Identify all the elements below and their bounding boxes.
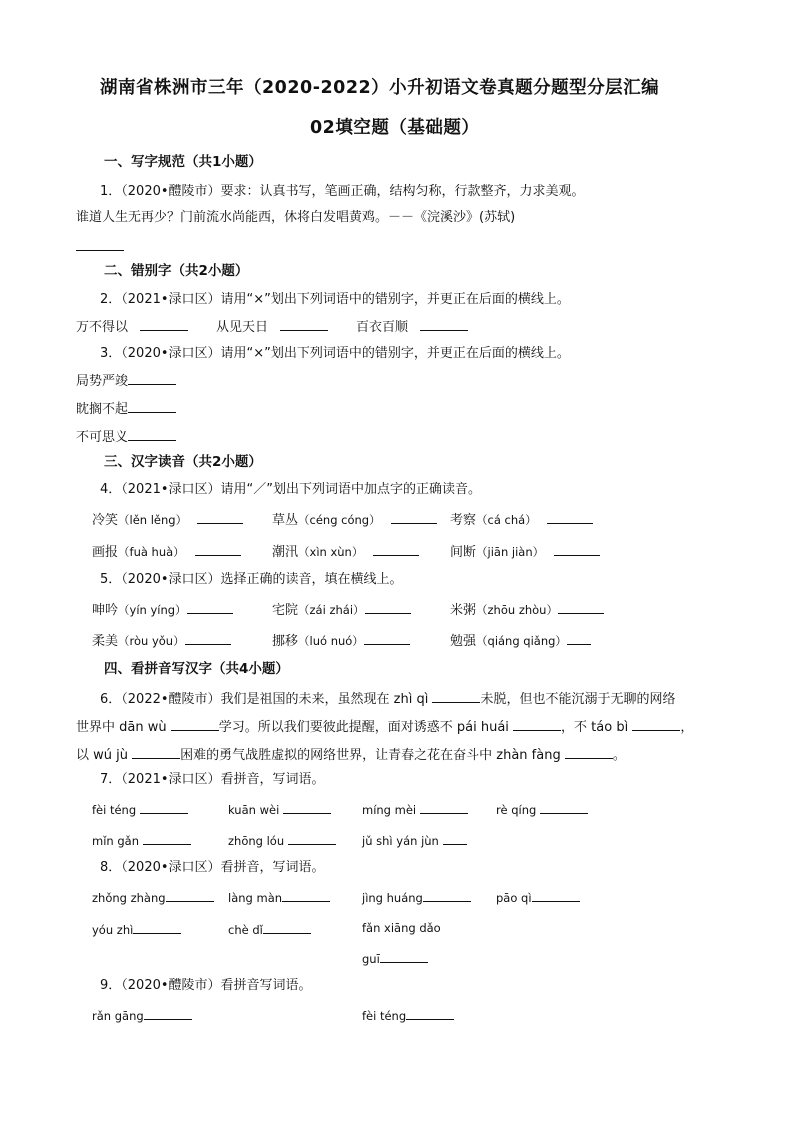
q2-blank-1[interactable] <box>140 318 188 331</box>
q2-item: 万不得以 <box>76 318 188 336</box>
q4-blank-5[interactable] <box>373 543 419 556</box>
q5-item: 呻吟（yín yíng） <box>92 601 233 619</box>
q6-line-1: 6．（2022•醴陵市）我们是祖国的未来，虽然现在 zhì qì 未脱，但也不能沉溺于无聊的网络 <box>100 692 676 707</box>
q8-item: zhǒng zhàng <box>92 889 214 907</box>
q5-item: 米粥（zhōu zhòu） <box>450 601 604 619</box>
page-subtitle: 02填空题（基础题） <box>310 118 480 138</box>
q4-blank-4[interactable] <box>195 543 241 556</box>
q5-blank-3[interactable] <box>558 601 604 614</box>
section-1-heading: 一、写字规范（共1小题） <box>104 154 262 170</box>
q3-blank-3[interactable] <box>128 428 176 441</box>
q7-item: rè qíng <box>496 801 588 819</box>
q9-blank-1[interactable] <box>144 1007 192 1020</box>
q7-blank-5[interactable] <box>143 832 191 845</box>
q4-blank-6[interactable] <box>554 543 600 556</box>
q5-blank-1[interactable] <box>187 601 233 614</box>
q8-item: pāo qì <box>496 889 580 907</box>
q7-item: jǔ shì yán jùn <box>362 832 467 850</box>
q8-item: làng màn <box>228 889 330 907</box>
q5-blank-4[interactable] <box>185 632 231 645</box>
q1-stem: 1．（2020•醴陵市）要求：认真书写，笔画正确，结构匀称，行款整齐，力求美观。 <box>100 184 585 199</box>
q4-stem: 4．（2021•渌口区）请用“／”划出下列词语中加点字的正确读音。 <box>100 482 481 497</box>
q7-blank-3[interactable] <box>420 801 468 814</box>
page-title: 湖南省株洲市三年（2020-2022）小升初语文卷真题分题型分层汇编 <box>100 78 660 98</box>
q2-item: 从见天日 <box>216 318 328 336</box>
q5-item: 勉强（qiáng qiǎng） <box>450 632 591 650</box>
q9-stem: 9．（2020•醴陵市）看拼音写词语。 <box>100 978 312 993</box>
q6-blank-1[interactable] <box>432 690 480 703</box>
q6-blank-5[interactable] <box>132 746 180 759</box>
q8-blank-6[interactable] <box>263 921 311 934</box>
q8-item: guī <box>362 950 428 968</box>
q9-blank-2[interactable] <box>406 1007 454 1020</box>
q6-line-3: 以 wú jù 困难的勇气战胜虚拟的网络世界，让青春之花在奋斗中 zhàn fàng 。 <box>76 748 626 763</box>
q9-item: rǎn gāng <box>92 1007 192 1025</box>
q4-item: 潮汛（xìn xùn） <box>272 543 419 561</box>
q7-item: kuān wèi <box>228 801 331 819</box>
q8-blank-7[interactable] <box>380 950 428 963</box>
q7-stem: 7．（2021•渌口区）看拼音，写词语。 <box>100 772 325 787</box>
q8-blank-2[interactable] <box>282 889 330 902</box>
q4-blank-2[interactable] <box>391 511 437 524</box>
q7-blank-6[interactable] <box>288 832 336 845</box>
q4-item: 间断（jiān jiàn） <box>450 543 600 561</box>
q6-line-2: 世界中 dān wù 学习。所以我们要彼此提醒，面对诱惑不 pái huái ，不 táo bì ， <box>76 720 694 735</box>
q6-blank-6[interactable] <box>565 746 613 759</box>
q3-blank-1[interactable] <box>128 372 176 385</box>
q5-blank-5[interactable] <box>364 632 410 645</box>
q7-blank-2[interactable] <box>283 801 331 814</box>
q5-item: 柔美（ròu yǒu） <box>92 632 231 650</box>
q8-stem: 8．（2020•渌口区）看拼音，写词语。 <box>100 860 325 875</box>
q4-blank-1[interactable] <box>197 511 243 524</box>
q8-blank-4[interactable] <box>532 889 580 902</box>
q8-item: fǎn xiāng dǎo <box>362 921 441 935</box>
q4-blank-3[interactable] <box>547 511 593 524</box>
section-2-heading: 二、错别字（共2小题） <box>104 263 249 279</box>
q3-item: 不可思义 <box>76 428 176 446</box>
q3-stem: 3．（2020•渌口区）请用“×”划出下列词语中的错别字，并更正在后面的横线上。 <box>100 346 570 361</box>
q5-item: 宅院（zái zhái） <box>272 601 411 619</box>
q4-item: 画报（fuà huà） <box>92 543 241 561</box>
q1-poem: 谁道人生无再少？门前流水尚能西，休将白发唱黄鸡。－－《浣溪沙》(苏轼) <box>76 210 516 225</box>
q7-blank-4[interactable] <box>540 801 588 814</box>
q5-blank-2[interactable] <box>365 601 411 614</box>
q3-item: 眈搁不起 <box>76 400 176 418</box>
section-4-heading: 四、看拼音写汉字（共4小题） <box>104 661 289 677</box>
q8-item: chè dǐ <box>228 921 311 939</box>
q2-item: 百衣百顺 <box>356 318 468 336</box>
q2-stem: 2．（2021•渌口区）请用“×”划出下列词语中的错别字，并更正在后面的横线上。 <box>100 292 570 307</box>
q4-item: 考察（cá chá） <box>450 511 593 529</box>
q8-blank-1[interactable] <box>166 889 214 902</box>
q6-blank-2[interactable] <box>171 718 219 731</box>
q8-blank-5[interactable] <box>133 921 181 934</box>
q7-item: mǐn gǎn <box>92 832 191 850</box>
q7-item: zhōng lóu <box>228 832 336 850</box>
q6-blank-3[interactable] <box>513 718 561 731</box>
q2-blank-2[interactable] <box>280 318 328 331</box>
q4-item: 冷笑（lěn lěng） <box>92 511 243 529</box>
q7-item: míng mèi <box>362 801 468 819</box>
q5-blank-6[interactable] <box>567 632 591 645</box>
q7-blank-1[interactable] <box>140 801 188 814</box>
q9-item: fèi téng <box>362 1007 454 1025</box>
q5-stem: 5．（2020•渌口区）选择正确的读音，填在横线上。 <box>100 572 403 587</box>
q6-blank-4[interactable] <box>632 718 680 731</box>
q8-item: jìng huáng <box>362 889 471 907</box>
q8-blank-3[interactable] <box>423 889 471 902</box>
q8-item: yóu zhì <box>92 921 181 939</box>
q5-item: 挪移（luó nuó） <box>272 632 410 650</box>
q7-item: fèi téng <box>92 801 188 819</box>
q4-item: 草丛（céng cóng） <box>272 511 437 529</box>
section-3-heading: 三、汉字读音（共2小题） <box>104 454 262 470</box>
q1-answer-blank[interactable] <box>76 238 124 251</box>
q2-blank-3[interactable] <box>420 318 468 331</box>
q7-blank-7[interactable] <box>443 832 467 845</box>
q3-item: 局势严竣 <box>76 372 176 390</box>
q3-blank-2[interactable] <box>128 400 176 413</box>
